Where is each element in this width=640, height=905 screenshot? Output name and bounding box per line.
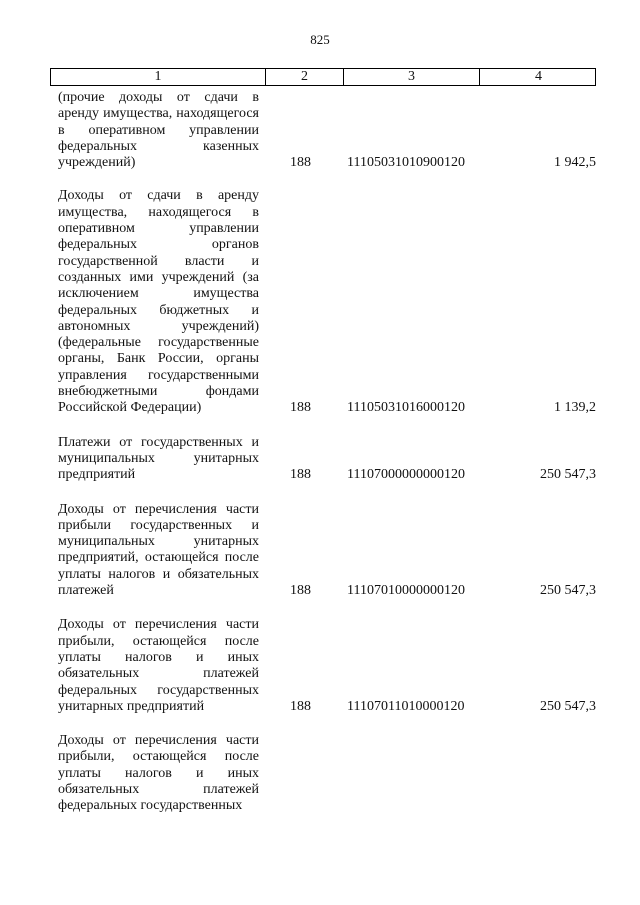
row-admin-code: 188: [290, 467, 311, 483]
page-number: 825: [310, 32, 330, 47]
row-amount: 1 139,2: [554, 400, 596, 416]
row-name: Доходы от перечисления части прибыли государственных и муниципальных унитарных предприятий, остающейся после уплаты налогов и обязательных платежей: [58, 501, 259, 599]
table-row: [58, 733, 596, 814]
row-admin-code: 188: [290, 698, 311, 714]
row-name: Доходы от сдачи в аренду имущества, находящегося в оперативном управлении федеральных органов государственной власти и созданных ими учреждений (за исключением имущества федеральных бюджетных и автономных учреждений) (федеральные государственные органы, Банк России, органы управления государственными внебюджетными фондами Российской Федерации): [58, 188, 259, 416]
row-name: Платежи от государственных и муниципальных унитарных предприятий: [58, 434, 259, 483]
column-header-4: 4: [479, 69, 597, 85]
row-income-code: 11107000000000120: [347, 467, 465, 483]
column-header-1: 1: [154, 69, 162, 84]
row-income-code: 11105031016000120: [347, 400, 465, 416]
row-admin-code: 188: [290, 400, 311, 416]
row-amount: 250 547,3: [540, 698, 596, 714]
row-income-code: 11107011010000120: [347, 698, 465, 714]
row-name: (прочие доходы от сдачи в аренду имущества, находящегося в оперативном управлении федеральных казенных учреждений): [58, 90, 259, 171]
row-income-code: 11105031010900120: [347, 155, 465, 171]
row-amount: 1 942,5: [554, 155, 596, 171]
row-admin-code: 188: [290, 155, 311, 171]
row-income-code: 11107010000000120: [347, 583, 465, 599]
row-name: Доходы от перечисления части прибыли, остающейся после уплаты налогов и иных обязательных платежей федеральных государственных унитарных предприятий: [58, 617, 259, 714]
table-row: [58, 617, 596, 715]
row-amount: 250 547,3: [540, 467, 596, 483]
table-row: [58, 90, 596, 171]
column-header-3: 3: [343, 69, 479, 85]
table-body: [58, 90, 596, 815]
column-header-2: 2: [265, 69, 343, 85]
table-header: [50, 68, 596, 86]
table-row: [58, 435, 596, 484]
table-row: [58, 502, 596, 600]
table-row: [58, 188, 596, 416]
row-admin-code: 188: [290, 583, 311, 599]
row-name: Доходы от перечисления части прибыли, остающейся после уплаты налогов и иных обязательных платежей федеральных государственных: [58, 733, 259, 814]
row-amount: 250 547,3: [540, 583, 596, 599]
